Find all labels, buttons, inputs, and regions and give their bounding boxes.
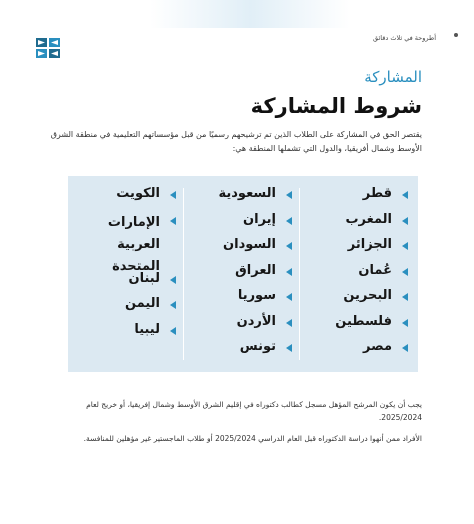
triangle-bullet-icon — [402, 217, 408, 225]
triangle-bullet-icon — [170, 327, 176, 335]
triangle-bullet-icon — [286, 293, 292, 301]
country-item: لبنان — [72, 271, 176, 297]
triangle-bullet-icon — [170, 217, 176, 225]
country-item: سوريا — [186, 288, 292, 314]
country-item: قطر — [308, 186, 408, 212]
country-item: عُمان — [308, 263, 408, 289]
country-item: السودان — [186, 237, 292, 263]
triangle-bullet-icon — [402, 191, 408, 199]
country-item: العراق — [186, 263, 292, 289]
triangle-bullet-icon — [402, 293, 408, 301]
country-list-box — [68, 176, 418, 372]
country-column-3 — [72, 186, 176, 347]
section-label: المشاركة — [364, 68, 422, 86]
intro-paragraph: يقتصر الحق في المشاركة على الطلاب الذين تم ترشيحهم رسميًا من قبل مؤسساتهم التعليمية في منطقة الشرق الأوسط وشمال أفريقيا، والدول التي تشملها المنطقة هي: — [50, 130, 422, 153]
country-item: تونس — [186, 339, 292, 365]
triangle-bullet-icon — [286, 268, 292, 276]
ineligibility-paragraph: الأفراد ممن أنهوا دراسة الدكتوراه قبل العام الدراسي 2025/2024 أو طلاب الماجستير غير مؤهلين للمنافسة. — [83, 434, 422, 443]
triangle-bullet-icon — [170, 301, 176, 309]
country-item: البحرين — [308, 288, 408, 314]
triangle-bullet-icon — [286, 319, 292, 327]
country-item: الإمارات العربية المتحدة — [72, 212, 176, 263]
triangle-bullet-icon — [286, 191, 292, 199]
country-column-1 — [308, 186, 408, 365]
running-head: أطروحة في ثلاث دقائق — [373, 34, 436, 42]
eligibility-paragraph: يجب أن يكون المرشح المؤهل مسجل كطالب دكتوراه في إقليم الشرق الأوسط وشمال إفريقيا، أو خريج لعام 2025/2024. — [86, 400, 422, 422]
country-item: ليبيا — [72, 322, 176, 348]
country-item: إيران — [186, 212, 292, 238]
top-decoration — [150, 0, 350, 28]
country-item: مصر — [308, 339, 408, 365]
country-item: اليمن — [72, 296, 176, 322]
triangle-bullet-icon — [402, 242, 408, 250]
country-item: المغرب — [308, 212, 408, 238]
page-title: شروط المشاركة — [250, 94, 422, 118]
country-item: السعودية — [186, 186, 292, 212]
country-column-2 — [186, 186, 292, 365]
triangle-bullet-icon — [286, 242, 292, 250]
country-item: الأردن — [186, 314, 292, 340]
triangle-bullet-icon — [402, 319, 408, 327]
triangle-bullet-icon — [286, 344, 292, 352]
brand-logo-icon — [36, 38, 60, 58]
triangle-bullet-icon — [286, 217, 292, 225]
column-divider — [183, 188, 184, 360]
column-divider — [299, 188, 300, 360]
triangle-bullet-icon — [170, 276, 176, 284]
country-item: الكويت — [72, 186, 176, 212]
triangle-bullet-icon — [402, 344, 408, 352]
triangle-bullet-icon — [402, 268, 408, 276]
triangle-bullet-icon — [170, 191, 176, 199]
country-item: فلسطين — [308, 314, 408, 340]
country-item: الجزائر — [308, 237, 408, 263]
bullet-dot — [454, 33, 458, 37]
